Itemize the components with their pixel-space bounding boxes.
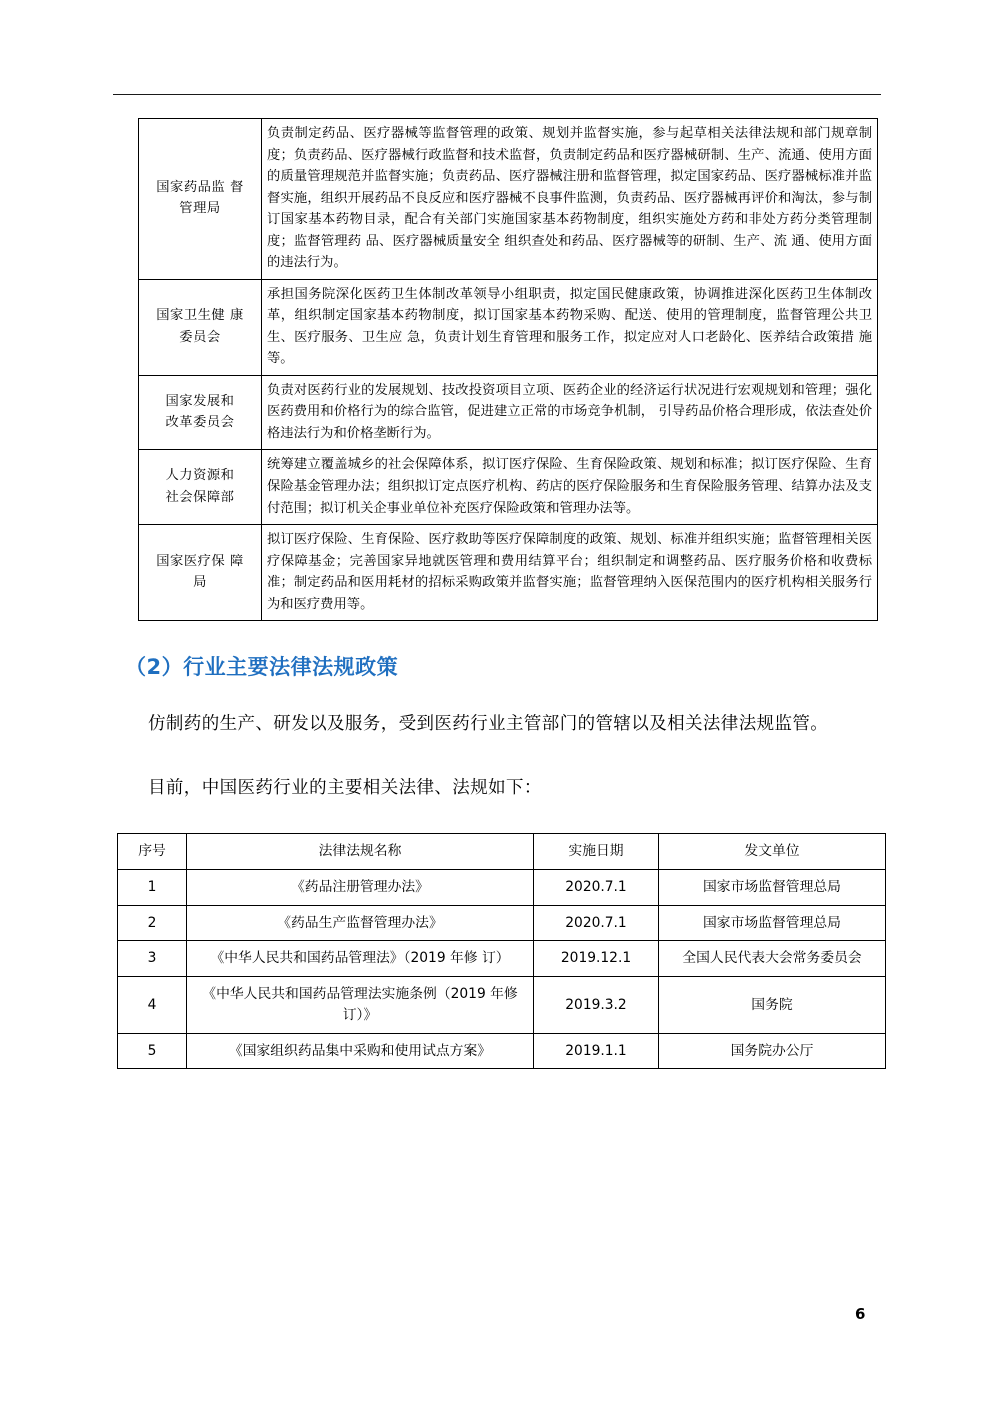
law-name-cell: 《药品注册管理办法》: [187, 870, 534, 906]
column-header-name: 法律法规名称: [187, 834, 534, 870]
authority-description-cell: 承担国务院深化医药卫生体制改革领导小组职责，拟定国民健康政策，协调推进深化医药卫生体制改革，组织制定国家基本药物制度，拟订国家基本药物采购、配送、使用的管理制度，监督管理公共卫生、医疗服务、卫生应 急，负责计划生育管理和服务工作，拟定应对人口老龄化、医养结合政策措 施等。: [262, 279, 878, 375]
law-org-cell: 国务院: [659, 977, 886, 1033]
authority-name-line: 委员会: [179, 329, 221, 345]
authority-name-line: 人力资源和: [165, 468, 235, 484]
table-row: [118, 977, 886, 1033]
law-name-cell: 《中华人民共和国药品管理法》（2019 年修 订）: [187, 941, 534, 977]
law-no-cell: 1: [118, 870, 187, 906]
authority-description-cell: 负责对医药行业的发展规划、技改投资项目立项、医药企业的经济运行状况进行宏观规划和管理；强化医药费用和价格行为的综合监管，促进建立正常的市场竞争机制， 引导药品价格合理形成，依法查处价格违法行为和价格垄断行为。: [262, 375, 878, 450]
authority-name-line: 国家卫生健 康: [156, 308, 244, 324]
table-row: [118, 1033, 886, 1069]
authority-name-line: 局: [193, 575, 207, 591]
column-header-no: 序号: [118, 834, 187, 870]
law-name-cell: 《中华人民共和国药品管理法实施条例（2019 年修订）》: [187, 977, 534, 1033]
law-org-cell: 全国人民代表大会常务委员会: [659, 941, 886, 977]
table-row: [139, 279, 878, 375]
authority-description-cell: 拟订医疗保险、生育保险、医疗救助等医疗保障制度的政策、规划、标准并组织实施；监督管理相关医疗保障基金；完善国家异地就医管理和费用结算平台；组织制定和调整药品、医疗服务价格和收费标准；制定药品和医用耗材的招标采购政策并监督实施；监督管理纳入医保范围内的医疗机构相关服务行为和医疗费用等。: [262, 525, 878, 621]
law-date-cell: 2019.1.1: [534, 1033, 659, 1069]
authority-description-cell: 统筹建立覆盖城乡的社会保障体系，拟订医疗保险、生育保险政策、规划和标准；拟订医疗保险、生育保险基金管理办法；组织拟订定点医疗机构、药店的医疗保险服务和生育保险服务管理、结算办法及支付范围；拟订机关企事业单位补充医疗保险政策和管理办法等。: [262, 450, 878, 525]
law-org-cell: 国家市场监督管理总局: [659, 905, 886, 941]
law-date-cell: 2020.7.1: [534, 905, 659, 941]
table-row: [118, 870, 886, 906]
page-number: 6: [855, 1305, 866, 1323]
authority-table: [138, 118, 878, 621]
authority-name-line: 管理局: [179, 201, 221, 217]
body-paragraph-2: 目前，中国医药行业的主要相关法律、法规如下：: [148, 778, 542, 799]
table-row: [139, 450, 878, 525]
law-no-cell: 2: [118, 905, 187, 941]
table-row: [118, 941, 886, 977]
authority-name-cell: [139, 119, 262, 280]
section-heading: （2）行业主要法律法规政策: [125, 655, 399, 680]
authority-name-line: 改革委员会: [165, 415, 235, 431]
law-table: [117, 833, 886, 1069]
law-date-cell: 2020.7.1: [534, 870, 659, 906]
column-header-org: 发文单位: [659, 834, 886, 870]
law-no-cell: 5: [118, 1033, 187, 1069]
header-rule: [113, 94, 881, 95]
authority-description-cell: 负责制定药品、医疗器械等监督管理的政策、规划并监督实施，参与起草相关法律法规和部门规章制度；负责药品、医疗器械行政监督和技术监督，负责制定药品和医疗器械研制、生产、流通、使用方面的质量管理规范并监督实施；负责药品、医疗器械注册和监督管理，拟定国家药品、医疗器械标准并监督实施，组织开展药品不良反应和医疗器械不良事件监测，负责药品、医疗器械再评价和淘汰，参与制订国家基本药物目录，配合有关部门实施国家基本药物制度，组织实施处方药和非处方药分类管理制度；监督管理药 品、医疗器械质量安全 组织查处和药品、医疗器械等的研制、生产、流 通、使用方面的违法行为。: [262, 119, 878, 280]
table-row: [118, 905, 886, 941]
column-header-date: 实施日期: [534, 834, 659, 870]
law-no-cell: 3: [118, 941, 187, 977]
authority-name-line: 社会保障部: [165, 489, 235, 505]
table-row: [139, 525, 878, 621]
authority-name-cell: [139, 450, 262, 525]
authority-name-line: 国家医疗保 障: [156, 553, 244, 569]
body-paragraph-1: 仿制药的生产、研发以及服务，受到医药行业主管部门的管辖以及相关法律法规监管。: [148, 714, 829, 735]
table-row: [139, 119, 878, 280]
authority-name-cell: [139, 525, 262, 621]
authority-name-cell: [139, 279, 262, 375]
law-name-cell: 《药品生产监督管理办法》: [187, 905, 534, 941]
law-date-cell: 2019.12.1: [534, 941, 659, 977]
authority-name-line: 国家药品监 督: [156, 179, 244, 195]
table-row: [139, 375, 878, 450]
law-date-cell: 2019.3.2: [534, 977, 659, 1033]
authority-name-line: 国家发展和: [165, 393, 235, 409]
authority-name-cell: [139, 375, 262, 450]
law-org-cell: 国家市场监督管理总局: [659, 870, 886, 906]
law-name-cell: 《国家组织药品集中采购和使用试点方案》: [187, 1033, 534, 1069]
law-no-cell: 4: [118, 977, 187, 1033]
page-content: [113, 118, 881, 1069]
law-org-cell: 国务院办公厅: [659, 1033, 886, 1069]
law-table-header-row: [118, 834, 886, 870]
